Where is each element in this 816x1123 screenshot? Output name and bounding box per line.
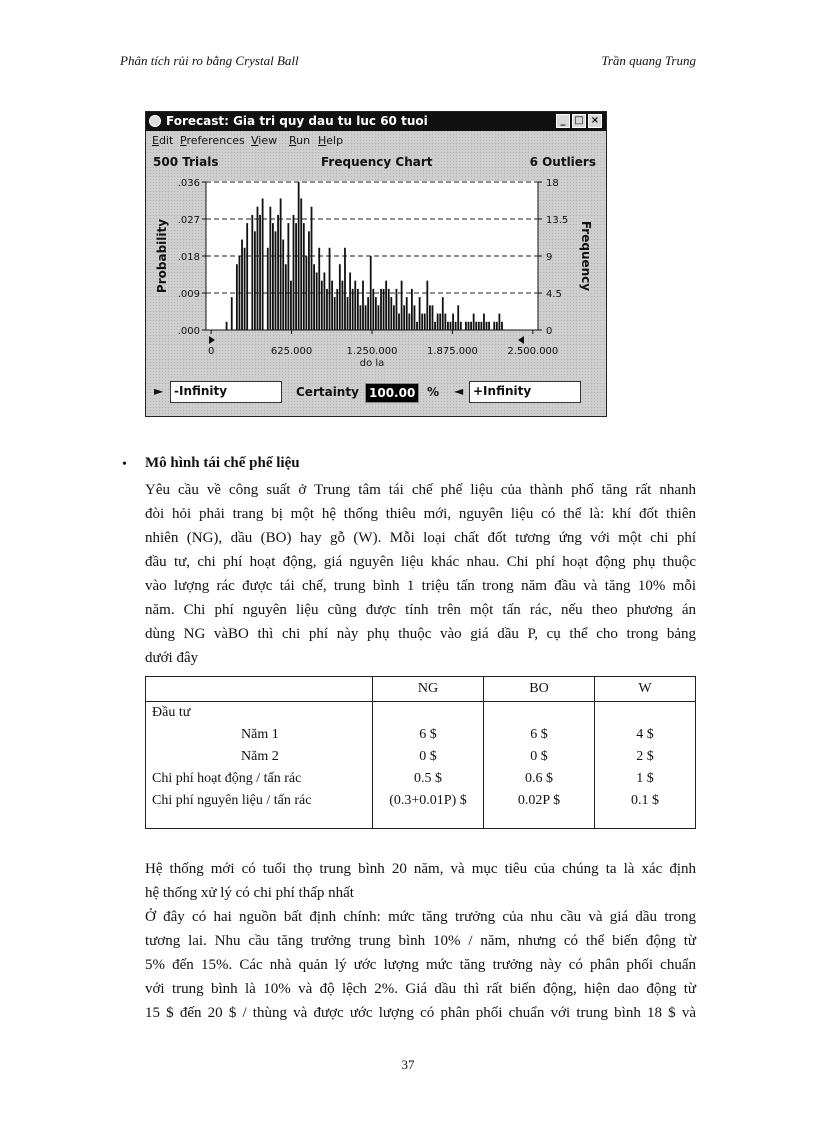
histogram-bar (496, 322, 498, 330)
table-cell: Đầu tư (146, 702, 373, 725)
histogram-bar (378, 305, 380, 330)
text-line: năm. Chi phí nguyên liệu cũng được tính trên một tấn rác, nếu theo phương án (145, 602, 696, 618)
y2-tick-label: 13.5 (546, 215, 569, 226)
left-marker-icon (209, 336, 215, 344)
table-cell: 6 $ (484, 724, 595, 746)
y-tick-label: .000 (177, 326, 200, 337)
histogram-bar (457, 305, 459, 330)
histogram-bar (236, 264, 238, 330)
histogram-bar (316, 272, 318, 330)
table-cell: (0.3+0.01P) $ (373, 790, 484, 812)
text-line: tương lai. Nhu cầu tăng trưởng trung bình 10% / năm, nhưng có thể biến động từ (145, 933, 696, 949)
table-cell: Năm 2 (146, 746, 373, 768)
x-tick-label: 0 (207, 346, 215, 357)
histogram-bar (483, 314, 485, 330)
histogram-bar (336, 289, 338, 330)
histogram-bar (300, 198, 302, 330)
histogram-bar (365, 305, 367, 330)
histogram-bar (421, 314, 423, 330)
outliers-label: 6 Outliers (529, 155, 596, 169)
table-header-cell: NG (373, 677, 484, 702)
histogram-bar (272, 223, 274, 330)
table-cell: 1 $ (595, 768, 696, 790)
certainty-input[interactable]: 100.00 (365, 383, 419, 403)
histogram-bar (329, 248, 331, 330)
running-header-title: Phân tích rủi ro bằng Crystal Ball (120, 53, 299, 68)
histogram-bar (488, 322, 490, 330)
table-cell (373, 812, 484, 829)
histogram-bar (493, 322, 495, 330)
menu-help[interactable]: Help (318, 134, 344, 147)
forecast-window (145, 111, 607, 417)
histogram-bar (251, 215, 253, 330)
histogram-bar (313, 264, 315, 330)
histogram-bar (408, 314, 410, 330)
histogram-bar (480, 322, 482, 330)
histogram-bar (267, 248, 269, 330)
table-cell: 6 $ (373, 724, 484, 746)
histogram-bar (478, 322, 480, 330)
table-row (146, 702, 696, 725)
histogram-bar (383, 289, 385, 330)
table-row (146, 790, 696, 812)
histogram-bar (419, 297, 421, 330)
window-title: Forecast: Gia tri quy dau tu luc 60 tuoi (166, 114, 428, 128)
text-line: Ở đây có hai nguồn bất định chính: mức tăng trưởng của nhu cầu và giá dầu trong (145, 909, 696, 925)
table-cell: 2 $ (595, 746, 696, 768)
y-tick-label: .009 (177, 289, 200, 300)
y2-tick-label: 4.5 (546, 289, 562, 300)
table-header-cell: W (595, 677, 696, 702)
text-line: dùng NG vàBO thì chi phí này phụ thuộc vào giá dầu P, cụ thể cho trong bảng (145, 626, 696, 642)
histogram-bar (460, 322, 462, 330)
histogram-bar (331, 281, 333, 330)
histogram-bar (357, 289, 359, 330)
histogram-bar (285, 264, 287, 330)
y2-tick-label: 9 (546, 252, 553, 263)
histogram-bar (277, 215, 279, 330)
histogram-bar (429, 305, 431, 330)
histogram-bar (447, 322, 449, 330)
minimize-icon[interactable]: _ (556, 114, 570, 128)
y-axis-label: Probability (155, 218, 169, 294)
histogram-bar (498, 314, 500, 330)
histogram-bar (501, 322, 503, 330)
text-line: hệ thống xử lý có chi phí thấp nhất (145, 885, 354, 901)
table-end-row (146, 812, 696, 829)
histogram-bar (308, 231, 310, 330)
menu-preferences[interactable]: Preferences (180, 134, 245, 147)
trials-label: 500 Trials (153, 155, 219, 169)
table-cell: Chi phí hoạt động / tấn rác (146, 768, 373, 790)
text-line: 15 $ đến 20 $ / thùng và được ước lượng có phân phối chuẩn với trung bình 18 $ và (145, 1005, 696, 1021)
x-tick-label: 1.250.000 (346, 346, 398, 357)
text-line: nhiên (NG), dầu (BO) hay gỗ (W). Mỗi loại chất đốt tương ứng với một chi phí (145, 530, 696, 546)
table-cell (373, 702, 484, 725)
text-line: đầu tư, chi phí hoạt động, giá nguyên liệu khác nhau. Chi phí hoạt động phụ thuộc (145, 554, 696, 570)
table-cell: Chi phí nguyên liệu / tấn rác (146, 790, 373, 812)
y2-tick-label: 0 (546, 326, 553, 337)
text-line: Hệ thống mới có tuổi thọ trung bình 20 năm, và mục tiêu của chúng ta là xác định (145, 861, 696, 877)
percent-sign: % (427, 385, 440, 399)
section-title: Mô hình tái chế phế liệu (145, 455, 300, 471)
y2-axis-label: Frequency (579, 220, 593, 292)
histogram-bar (241, 240, 243, 330)
maximize-icon[interactable]: □ (572, 114, 586, 128)
table-header-cell (146, 677, 373, 702)
running-header-author: Trần quang Trung (601, 53, 696, 68)
histogram-bar (298, 182, 300, 330)
histogram-bar (290, 281, 292, 330)
histogram-bar (280, 198, 282, 330)
x-tick-label: 2.500.000 (507, 346, 559, 357)
menu-view[interactable]: View (251, 134, 278, 147)
histogram-bar (246, 223, 248, 330)
table-cell: 0.6 $ (484, 768, 595, 790)
table-cell: 0 $ (373, 746, 484, 768)
table-row (146, 746, 696, 768)
table-cell: 0 $ (484, 746, 595, 768)
x-tick-label: 1.875.000 (426, 346, 478, 357)
histogram-bar (342, 281, 344, 330)
histogram-bar (354, 281, 356, 330)
table-cell (595, 812, 696, 829)
table-cell: 4 $ (595, 724, 696, 746)
histogram-bar (262, 198, 264, 330)
histogram-bar (403, 305, 405, 330)
histogram-bar (287, 223, 289, 330)
histogram-bar (424, 314, 426, 330)
histogram-bar (226, 322, 228, 330)
frequency-chart (146, 112, 606, 417)
histogram-bar (401, 281, 403, 330)
histogram-bar (385, 281, 387, 330)
certainty-label: Certainty (296, 385, 359, 399)
histogram-bar (344, 248, 346, 330)
right-grabber-icon[interactable]: ◄ (454, 384, 464, 398)
histogram-bar (390, 297, 392, 330)
histogram-bar (259, 215, 261, 330)
histogram-bar (473, 314, 475, 330)
histogram-bar (468, 322, 470, 330)
x-axis-label: do la (359, 358, 385, 369)
page-number: 37 (401, 1057, 415, 1072)
table-row (146, 724, 696, 746)
paragraph-1 (145, 478, 696, 670)
histogram-bar (465, 322, 467, 330)
y-tick-label: .018 (177, 252, 200, 263)
table-cell: 0.02P $ (484, 790, 595, 812)
histogram-bar (334, 297, 336, 330)
table-cell (595, 702, 696, 725)
histogram-bar (231, 297, 233, 330)
histogram-bar (375, 297, 377, 330)
right-marker-icon (518, 336, 524, 344)
y-tick-label: .036 (177, 178, 200, 189)
table-header-cell: BO (484, 677, 595, 702)
histogram-bar (396, 289, 398, 330)
close-icon[interactable]: × (588, 114, 602, 128)
histogram-bar (244, 248, 246, 330)
histogram-bar (434, 322, 436, 330)
chart-title: Frequency Chart (321, 155, 433, 169)
x-tick-label: 625.000 (270, 346, 313, 357)
histogram-bar (339, 264, 341, 330)
histogram-bar (486, 322, 488, 330)
histogram-bar (432, 305, 434, 330)
table-row (146, 768, 696, 790)
right-range-input[interactable]: +Infinity (469, 381, 581, 403)
histogram-bar (347, 297, 349, 330)
histogram-bar (326, 289, 328, 330)
cost-table (145, 676, 696, 829)
histogram-bar (349, 272, 351, 330)
histogram-bar (239, 256, 241, 330)
left-range-input[interactable]: -Infinity (170, 381, 282, 403)
histogram-bar (380, 289, 382, 330)
text-line: vào lượng rác được tái chế, trung bình 1 triệu tấn trong năm đầu và tăng 10% mỗi (145, 578, 696, 594)
histogram-bar (311, 207, 313, 330)
histogram-bar (254, 231, 256, 330)
histogram-bar (442, 297, 444, 330)
histogram-bar (360, 305, 362, 330)
histogram-bar (318, 248, 320, 330)
histogram-bar (393, 305, 395, 330)
table-header-row (146, 677, 696, 702)
histogram-bar (437, 314, 439, 330)
menu-edit[interactable]: Edit (152, 134, 174, 147)
y-tick-label: .027 (177, 215, 200, 226)
table-cell (484, 812, 595, 829)
histogram-bar (352, 289, 354, 330)
histogram-bar (323, 272, 325, 330)
paragraph-2 (145, 857, 696, 1025)
histogram-bar (372, 289, 374, 330)
histogram-bar (439, 314, 441, 330)
table-cell: Năm 1 (146, 724, 373, 746)
table-cell: 0.5 $ (373, 768, 484, 790)
table-cell: 0.1 $ (595, 790, 696, 812)
y2-tick-label: 18 (546, 178, 559, 189)
histogram-bar (362, 281, 364, 330)
histogram-bar (269, 207, 271, 330)
histogram-bar (411, 289, 413, 330)
histogram-bar (388, 289, 390, 330)
histogram-bar (406, 297, 408, 330)
text-line: 5% đến 15%. Các nhà quản lý ước lượng mức tăng trưởng này có phân phối chuẩn (145, 957, 696, 973)
histogram-bar (275, 231, 277, 330)
text-line: dưới đây (145, 650, 199, 666)
histogram-bar (475, 322, 477, 330)
histogram-bar (367, 297, 369, 330)
histogram-bar (414, 305, 416, 330)
histogram-bar (470, 322, 472, 330)
histogram-bar (398, 314, 400, 330)
menu-run[interactable]: Run (289, 134, 311, 147)
histogram-bar (321, 281, 323, 330)
text-line: với trung bình là 10% và độ lệch 2%. Giá dầu thì rất biến động, hiện dao động từ (145, 981, 696, 997)
table-cell (146, 812, 373, 829)
histogram-bar (257, 207, 259, 330)
histogram-bar (305, 256, 307, 330)
histogram-bar (450, 322, 452, 330)
left-grabber-icon[interactable]: ► (154, 384, 164, 398)
histogram-bar (293, 215, 295, 330)
histogram-bar (295, 223, 297, 330)
histogram-bar (370, 256, 372, 330)
histogram-bar (282, 240, 284, 330)
histogram-bar (444, 314, 446, 330)
histogram-bar (452, 314, 454, 330)
histogram-bar (455, 322, 457, 330)
histogram-bar (416, 322, 418, 330)
text-line: Yêu cầu về công suất ở Trung tâm tái chế phế liệu của thành phố tăng rất nhanh (145, 482, 696, 498)
histogram-bar (426, 281, 428, 330)
histogram-bar (303, 223, 305, 330)
bullet: • (122, 457, 127, 472)
table-cell (484, 702, 595, 725)
text-line: đòi hỏi phải trang bị một hệ thống thiêu mới, nguyên liệu có thể là: khí đốt thiên (145, 506, 696, 522)
